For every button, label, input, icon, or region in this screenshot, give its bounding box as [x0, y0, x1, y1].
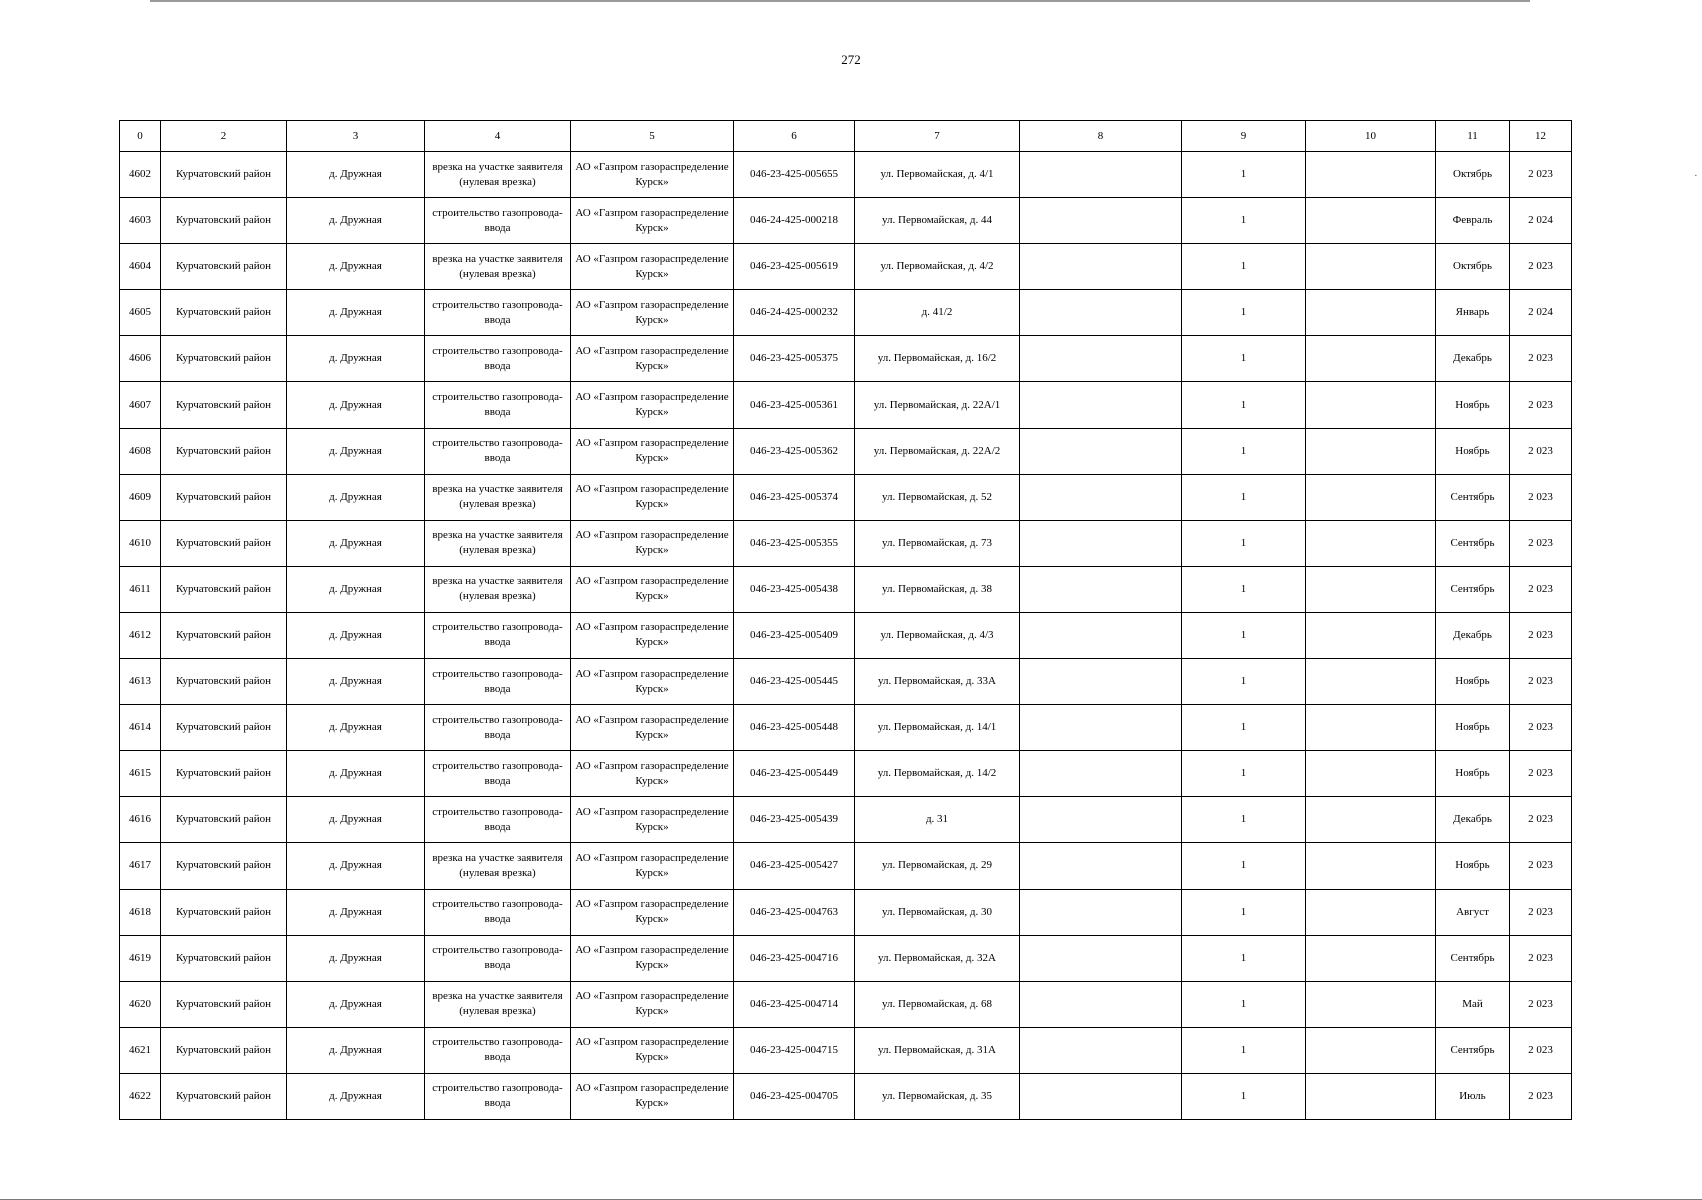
cell-address: ул. Первомайская, д. 14/2	[855, 751, 1020, 797]
scan-top-edge-line	[150, 0, 1530, 2]
cell-year: 2 023	[1510, 336, 1572, 382]
cell-work-type: строительство газопровода-ввода	[425, 428, 571, 474]
cell-district: Курчатовский район	[161, 198, 287, 244]
cell-year: 2 023	[1510, 152, 1572, 198]
cell-organization: АО «Газпром газораспределение Курск»	[571, 797, 734, 843]
cell-quantity: 1	[1182, 290, 1306, 336]
cell-organization: АО «Газпром газораспределение Курск»	[571, 935, 734, 981]
cell-work-type: строительство газопровода-ввода	[425, 1027, 571, 1073]
cell-work-type: строительство газопровода-ввода	[425, 797, 571, 843]
header-col-8: 8	[1020, 121, 1182, 152]
cell-district: Курчатовский район	[161, 935, 287, 981]
cell-settlement: д. Дружная	[287, 751, 425, 797]
cell-settlement: д. Дружная	[287, 1073, 425, 1119]
cell-month: Октябрь	[1436, 244, 1510, 290]
cell-work-type: врезка на участке заявителя (нулевая врезка)	[425, 244, 571, 290]
cell-application-number: 046-23-425-005448	[734, 705, 855, 751]
cell-quantity: 1	[1182, 428, 1306, 474]
cell-district: Курчатовский район	[161, 981, 287, 1027]
cell-application-number: 046-23-425-004705	[734, 1073, 855, 1119]
cell-work-type: врезка на участке заявителя (нулевая врезка)	[425, 152, 571, 198]
cell-address: ул. Первомайская, д. 52	[855, 474, 1020, 520]
cell-col-8	[1020, 843, 1182, 889]
table-row	[120, 382, 1572, 428]
cell-work-type: врезка на участке заявителя (нулевая врезка)	[425, 843, 571, 889]
table-row	[120, 705, 1572, 751]
cell-record-number: 4617	[120, 843, 161, 889]
cell-col-10	[1306, 659, 1436, 705]
table-row	[120, 935, 1572, 981]
cell-year: 2 023	[1510, 935, 1572, 981]
cell-record-number: 4610	[120, 520, 161, 566]
cell-month: Октябрь	[1436, 152, 1510, 198]
header-col-10: 10	[1306, 121, 1436, 152]
cell-col-10	[1306, 705, 1436, 751]
cell-month: Декабрь	[1436, 336, 1510, 382]
cell-col-10	[1306, 290, 1436, 336]
cell-record-number: 4622	[120, 1073, 161, 1119]
cell-col-8	[1020, 981, 1182, 1027]
table-row	[120, 659, 1572, 705]
header-col-4: 4	[425, 121, 571, 152]
cell-year: 2 023	[1510, 566, 1572, 612]
cell-col-10	[1306, 566, 1436, 612]
table-row	[120, 751, 1572, 797]
cell-record-number: 4605	[120, 290, 161, 336]
cell-quantity: 1	[1182, 705, 1306, 751]
cell-settlement: д. Дружная	[287, 797, 425, 843]
cell-application-number: 046-23-425-005439	[734, 797, 855, 843]
cell-year: 2 024	[1510, 198, 1572, 244]
table-row	[120, 198, 1572, 244]
cell-col-10	[1306, 382, 1436, 428]
table-row	[120, 428, 1572, 474]
cell-address: ул. Первомайская, д. 4/1	[855, 152, 1020, 198]
cell-work-type: строительство газопровода-ввода	[425, 659, 571, 705]
cell-application-number: 046-23-425-004715	[734, 1027, 855, 1073]
cell-address: ул. Первомайская, д. 4/2	[855, 244, 1020, 290]
cell-col-8	[1020, 659, 1182, 705]
cell-col-8	[1020, 705, 1182, 751]
cell-application-number: 046-23-425-004716	[734, 935, 855, 981]
cell-quantity: 1	[1182, 797, 1306, 843]
cell-district: Курчатовский район	[161, 659, 287, 705]
cell-quantity: 1	[1182, 382, 1306, 428]
table-row	[120, 889, 1572, 935]
cell-district: Курчатовский район	[161, 152, 287, 198]
cell-quantity: 1	[1182, 659, 1306, 705]
cell-year: 2 024	[1510, 290, 1572, 336]
cell-work-type: строительство газопровода-ввода	[425, 889, 571, 935]
cell-settlement: д. Дружная	[287, 659, 425, 705]
cell-col-8	[1020, 751, 1182, 797]
cell-record-number: 4619	[120, 935, 161, 981]
cell-address: ул. Первомайская, д. 14/1	[855, 705, 1020, 751]
cell-record-number: 4603	[120, 198, 161, 244]
cell-application-number: 046-23-425-005409	[734, 612, 855, 658]
cell-work-type: строительство газопровода-ввода	[425, 705, 571, 751]
cell-col-8	[1020, 198, 1182, 244]
cell-application-number: 046-23-425-005355	[734, 520, 855, 566]
cell-record-number: 4613	[120, 659, 161, 705]
cell-organization: АО «Газпром газораспределение Курск»	[571, 336, 734, 382]
cell-organization: АО «Газпром газораспределение Курск»	[571, 1073, 734, 1119]
cell-year: 2 023	[1510, 1073, 1572, 1119]
cell-col-8	[1020, 152, 1182, 198]
cell-year: 2 023	[1510, 428, 1572, 474]
cell-col-10	[1306, 981, 1436, 1027]
cell-district: Курчатовский район	[161, 1073, 287, 1119]
cell-month: Ноябрь	[1436, 751, 1510, 797]
cell-address: ул. Первомайская, д. 35	[855, 1073, 1020, 1119]
cell-settlement: д. Дружная	[287, 244, 425, 290]
cell-record-number: 4608	[120, 428, 161, 474]
cell-address: ул. Первомайская, д. 38	[855, 566, 1020, 612]
cell-settlement: д. Дружная	[287, 520, 425, 566]
header-col-12: 12	[1510, 121, 1572, 152]
cell-record-number: 4611	[120, 566, 161, 612]
table-row	[120, 244, 1572, 290]
cell-organization: АО «Газпром газораспределение Курск»	[571, 659, 734, 705]
cell-settlement: д. Дружная	[287, 612, 425, 658]
cell-work-type: врезка на участке заявителя (нулевая врезка)	[425, 566, 571, 612]
cell-month: Декабрь	[1436, 612, 1510, 658]
cell-col-10	[1306, 474, 1436, 520]
cell-organization: АО «Газпром газораспределение Курск»	[571, 889, 734, 935]
cell-organization: АО «Газпром газораспределение Курск»	[571, 981, 734, 1027]
cell-organization: АО «Газпром газораспределение Курск»	[571, 705, 734, 751]
cell-col-10	[1306, 244, 1436, 290]
cell-quantity: 1	[1182, 244, 1306, 290]
cell-record-number: 4604	[120, 244, 161, 290]
cell-address: ул. Первомайская, д. 73	[855, 520, 1020, 566]
cell-quantity: 1	[1182, 566, 1306, 612]
cell-district: Курчатовский район	[161, 843, 287, 889]
table-row	[120, 612, 1572, 658]
table-row	[120, 520, 1572, 566]
cell-year: 2 023	[1510, 612, 1572, 658]
cell-address: ул. Первомайская, д. 4/3	[855, 612, 1020, 658]
cell-col-8	[1020, 797, 1182, 843]
cell-organization: АО «Газпром газораспределение Курск»	[571, 843, 734, 889]
cell-settlement: д. Дружная	[287, 935, 425, 981]
cell-address: ул. Первомайская, д. 44	[855, 198, 1020, 244]
cell-record-number: 4612	[120, 612, 161, 658]
cell-quantity: 1	[1182, 612, 1306, 658]
cell-col-8	[1020, 1073, 1182, 1119]
cell-year: 2 023	[1510, 659, 1572, 705]
cell-district: Курчатовский район	[161, 474, 287, 520]
table-body	[120, 152, 1572, 1120]
cell-month: Сентябрь	[1436, 935, 1510, 981]
cell-address: д. 31	[855, 797, 1020, 843]
cell-organization: АО «Газпром газораспределение Курск»	[571, 751, 734, 797]
cell-record-number: 4614	[120, 705, 161, 751]
cell-settlement: д. Дружная	[287, 428, 425, 474]
cell-year: 2 023	[1510, 382, 1572, 428]
cell-col-10	[1306, 336, 1436, 382]
cell-month: Декабрь	[1436, 797, 1510, 843]
table-row	[120, 797, 1572, 843]
cell-col-8	[1020, 382, 1182, 428]
cell-work-type: врезка на участке заявителя (нулевая врезка)	[425, 520, 571, 566]
cell-district: Курчатовский район	[161, 751, 287, 797]
cell-quantity: 1	[1182, 935, 1306, 981]
cell-settlement: д. Дружная	[287, 843, 425, 889]
cell-application-number: 046-23-425-005449	[734, 751, 855, 797]
cell-record-number: 4621	[120, 1027, 161, 1073]
cell-organization: АО «Газпром газораспределение Курск»	[571, 290, 734, 336]
cell-application-number: 046-23-425-005438	[734, 566, 855, 612]
cell-address: ул. Первомайская, д. 68	[855, 981, 1020, 1027]
cell-district: Курчатовский район	[161, 705, 287, 751]
cell-col-10	[1306, 612, 1436, 658]
table-header-row	[120, 121, 1572, 152]
cell-district: Курчатовский район	[161, 244, 287, 290]
cell-settlement: д. Дружная	[287, 1027, 425, 1073]
header-col-2: 2	[161, 121, 287, 152]
cell-work-type: врезка на участке заявителя (нулевая врезка)	[425, 474, 571, 520]
cell-year: 2 023	[1510, 244, 1572, 290]
cell-address: ул. Первомайская, д. 22А/2	[855, 428, 1020, 474]
cell-quantity: 1	[1182, 1027, 1306, 1073]
cell-application-number: 046-23-425-005427	[734, 843, 855, 889]
cell-work-type: строительство газопровода-ввода	[425, 935, 571, 981]
cell-address: д. 41/2	[855, 290, 1020, 336]
cell-col-8	[1020, 612, 1182, 658]
cell-district: Курчатовский район	[161, 797, 287, 843]
cell-application-number: 046-23-425-005374	[734, 474, 855, 520]
cell-district: Курчатовский район	[161, 612, 287, 658]
cell-quantity: 1	[1182, 336, 1306, 382]
cell-work-type: строительство газопровода-ввода	[425, 290, 571, 336]
cell-address: ул. Первомайская, д. 30	[855, 889, 1020, 935]
cell-month: Январь	[1436, 290, 1510, 336]
cell-organization: АО «Газпром газораспределение Курск»	[571, 382, 734, 428]
cell-col-8	[1020, 935, 1182, 981]
cell-work-type: строительство газопровода-ввода	[425, 198, 571, 244]
cell-organization: АО «Газпром газораспределение Курск»	[571, 428, 734, 474]
cell-record-number: 4609	[120, 474, 161, 520]
cell-address: ул. Первомайская, д. 33А	[855, 659, 1020, 705]
cell-district: Курчатовский район	[161, 889, 287, 935]
cell-month: Июль	[1436, 1073, 1510, 1119]
page-number: 272	[841, 52, 861, 67]
cell-month: Сентябрь	[1436, 566, 1510, 612]
cell-month: Февраль	[1436, 198, 1510, 244]
header-col-7: 7	[855, 121, 1020, 152]
cell-month: Сентябрь	[1436, 474, 1510, 520]
cell-year: 2 023	[1510, 474, 1572, 520]
cell-month: Ноябрь	[1436, 382, 1510, 428]
cell-settlement: д. Дружная	[287, 198, 425, 244]
table-row	[120, 566, 1572, 612]
cell-quantity: 1	[1182, 474, 1306, 520]
cell-application-number: 046-24-425-000232	[734, 290, 855, 336]
cell-col-10	[1306, 520, 1436, 566]
cell-district: Курчатовский район	[161, 1027, 287, 1073]
cell-organization: АО «Газпром газораспределение Курск»	[571, 244, 734, 290]
cell-quantity: 1	[1182, 843, 1306, 889]
cell-organization: АО «Газпром газораспределение Курск»	[571, 474, 734, 520]
cell-application-number: 046-23-425-005375	[734, 336, 855, 382]
cell-settlement: д. Дружная	[287, 566, 425, 612]
cell-year: 2 023	[1510, 889, 1572, 935]
cell-year: 2 023	[1510, 843, 1572, 889]
cell-month: Ноябрь	[1436, 705, 1510, 751]
table-row	[120, 336, 1572, 382]
header-col-11: 11	[1436, 121, 1510, 152]
cell-application-number: 046-23-425-005655	[734, 152, 855, 198]
cell-record-number: 4615	[120, 751, 161, 797]
cell-year: 2 023	[1510, 1027, 1572, 1073]
table-row	[120, 981, 1572, 1027]
cell-year: 2 023	[1510, 705, 1572, 751]
cell-col-10	[1306, 751, 1436, 797]
cell-district: Курчатовский район	[161, 382, 287, 428]
cell-month: Ноябрь	[1436, 843, 1510, 889]
cell-record-number: 4606	[120, 336, 161, 382]
cell-settlement: д. Дружная	[287, 981, 425, 1027]
cell-record-number: 4618	[120, 889, 161, 935]
header-col-3: 3	[287, 121, 425, 152]
cell-col-8	[1020, 336, 1182, 382]
cell-organization: АО «Газпром газораспределение Курск»	[571, 198, 734, 244]
cell-year: 2 023	[1510, 797, 1572, 843]
cell-application-number: 046-23-425-004714	[734, 981, 855, 1027]
cell-month: Август	[1436, 889, 1510, 935]
cell-settlement: д. Дружная	[287, 290, 425, 336]
cell-district: Курчатовский район	[161, 428, 287, 474]
cell-record-number: 4616	[120, 797, 161, 843]
cell-quantity: 1	[1182, 751, 1306, 797]
cell-month: Сентябрь	[1436, 520, 1510, 566]
header-col-9: 9	[1182, 121, 1306, 152]
cell-quantity: 1	[1182, 198, 1306, 244]
cell-organization: АО «Газпром газораспределение Курск»	[571, 612, 734, 658]
cell-district: Курчатовский район	[161, 520, 287, 566]
cell-quantity: 1	[1182, 889, 1306, 935]
cell-month: Ноябрь	[1436, 659, 1510, 705]
cell-organization: АО «Газпром газораспределение Курск»	[571, 152, 734, 198]
cell-col-10	[1306, 152, 1436, 198]
cell-col-10	[1306, 1027, 1436, 1073]
cell-settlement: д. Дружная	[287, 336, 425, 382]
cell-record-number: 4602	[120, 152, 161, 198]
cell-col-10	[1306, 198, 1436, 244]
cell-record-number: 4607	[120, 382, 161, 428]
cell-organization: АО «Газпром газораспределение Курск»	[571, 520, 734, 566]
cell-application-number: 046-23-425-005361	[734, 382, 855, 428]
cell-work-type: строительство газопровода-ввода	[425, 382, 571, 428]
cell-application-number: 046-23-425-005445	[734, 659, 855, 705]
header-col-5: 5	[571, 121, 734, 152]
cell-col-8	[1020, 520, 1182, 566]
cell-month: Май	[1436, 981, 1510, 1027]
cell-year: 2 023	[1510, 751, 1572, 797]
cell-district: Курчатовский район	[161, 336, 287, 382]
cell-address: ул. Первомайская, д. 29	[855, 843, 1020, 889]
cell-district: Курчатовский район	[161, 290, 287, 336]
cell-address: ул. Первомайская, д. 22А/1	[855, 382, 1020, 428]
table-row	[120, 290, 1572, 336]
cell-work-type: строительство газопровода-ввода	[425, 751, 571, 797]
cell-quantity: 1	[1182, 1073, 1306, 1119]
cell-settlement: д. Дружная	[287, 474, 425, 520]
gas-connection-table	[119, 120, 1572, 1120]
cell-address: ул. Первомайская, д. 16/2	[855, 336, 1020, 382]
cell-application-number: 046-23-425-005619	[734, 244, 855, 290]
cell-application-number: 046-23-425-004763	[734, 889, 855, 935]
cell-col-10	[1306, 935, 1436, 981]
cell-application-number: 046-23-425-005362	[734, 428, 855, 474]
cell-address: ул. Первомайская, д. 32А	[855, 935, 1020, 981]
scan-side-mark: ·	[1694, 170, 1698, 182]
cell-col-8	[1020, 566, 1182, 612]
cell-organization: АО «Газпром газораспределение Курск»	[571, 566, 734, 612]
cell-address: ул. Первомайская, д. 31А	[855, 1027, 1020, 1073]
header-col-6: 6	[734, 121, 855, 152]
table-row	[120, 152, 1572, 198]
cell-work-type: строительство газопровода-ввода	[425, 336, 571, 382]
table-row	[120, 843, 1572, 889]
cell-quantity: 1	[1182, 152, 1306, 198]
cell-application-number: 046-24-425-000218	[734, 198, 855, 244]
cell-organization: АО «Газпром газораспределение Курск»	[571, 1027, 734, 1073]
cell-settlement: д. Дружная	[287, 152, 425, 198]
cell-settlement: д. Дружная	[287, 382, 425, 428]
cell-col-10	[1306, 428, 1436, 474]
table-row	[120, 1027, 1572, 1073]
cell-col-8	[1020, 889, 1182, 935]
table-row	[120, 474, 1572, 520]
cell-col-10	[1306, 889, 1436, 935]
cell-year: 2 023	[1510, 520, 1572, 566]
cell-month: Ноябрь	[1436, 428, 1510, 474]
cell-col-10	[1306, 843, 1436, 889]
cell-quantity: 1	[1182, 981, 1306, 1027]
cell-col-8	[1020, 244, 1182, 290]
cell-record-number: 4620	[120, 981, 161, 1027]
cell-col-8	[1020, 428, 1182, 474]
cell-settlement: д. Дружная	[287, 889, 425, 935]
cell-district: Курчатовский район	[161, 566, 287, 612]
cell-col-8	[1020, 290, 1182, 336]
cell-col-10	[1306, 797, 1436, 843]
cell-work-type: строительство газопровода-ввода	[425, 612, 571, 658]
cell-quantity: 1	[1182, 520, 1306, 566]
cell-col-8	[1020, 474, 1182, 520]
cell-work-type: врезка на участке заявителя (нулевая врезка)	[425, 981, 571, 1027]
table-row	[120, 1073, 1572, 1119]
cell-year: 2 023	[1510, 981, 1572, 1027]
cell-month: Сентябрь	[1436, 1027, 1510, 1073]
cell-work-type: строительство газопровода-ввода	[425, 1073, 571, 1119]
cell-settlement: д. Дружная	[287, 705, 425, 751]
header-col-0: 0	[120, 121, 161, 152]
cell-col-10	[1306, 1073, 1436, 1119]
cell-col-8	[1020, 1027, 1182, 1073]
